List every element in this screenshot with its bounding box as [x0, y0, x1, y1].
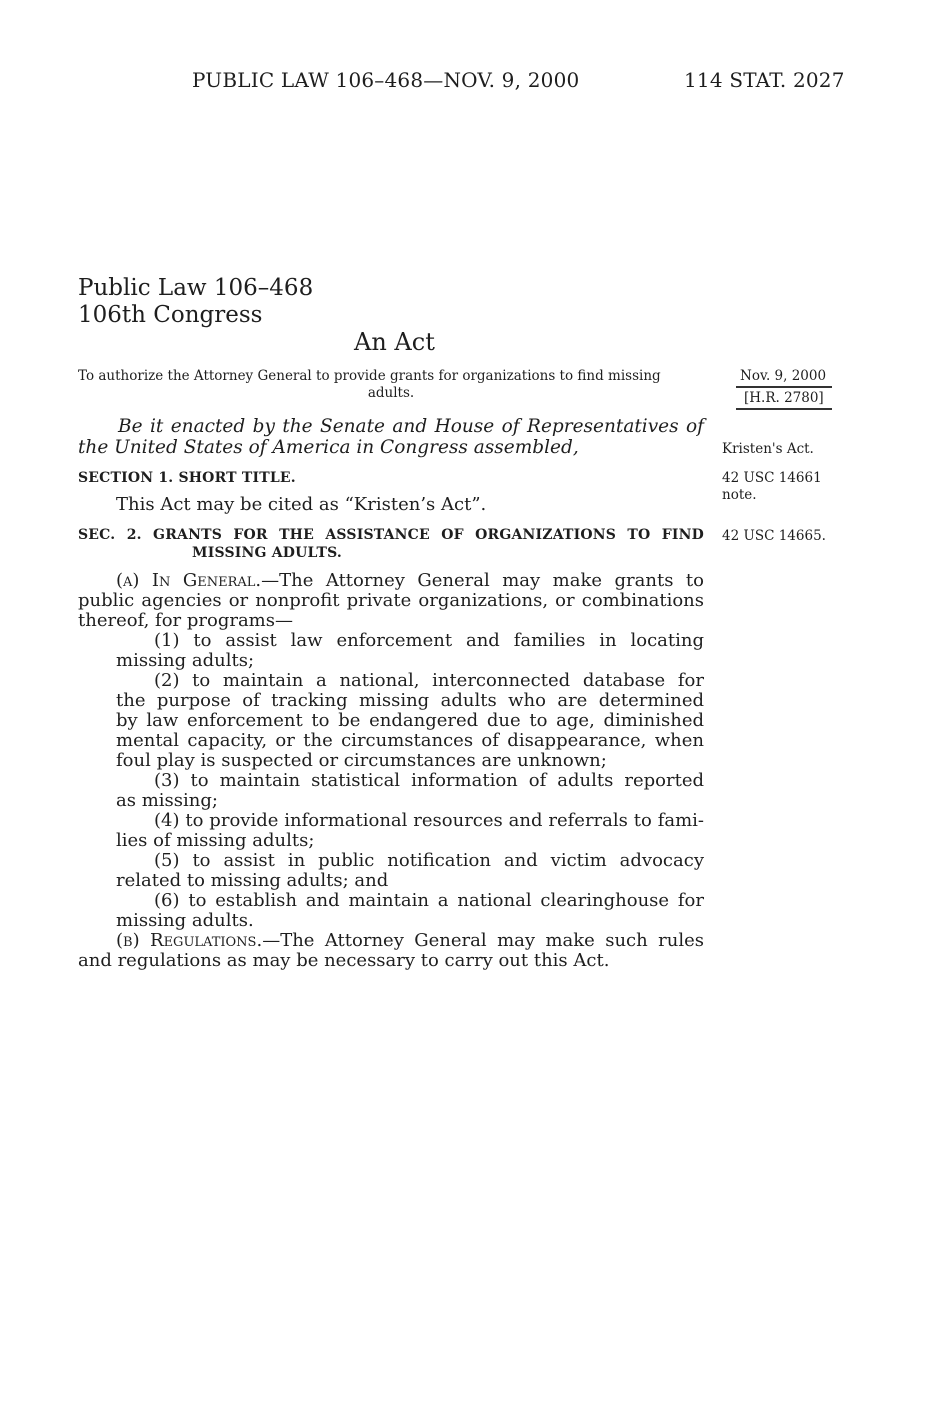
usc-citation-1: 42 USC 14661: [722, 470, 822, 486]
item-line: by law enforcement to be endangered due to age, diminished: [116, 710, 704, 731]
item-line: related to missing adults; and: [116, 870, 389, 891]
item-line: mental capacity, or the circumstances of disappearance, when: [116, 730, 704, 751]
subsection-b-label: (b) Regulations.: [116, 930, 263, 951]
item-line: the purpose of tracking missing adults who are determined: [116, 690, 704, 711]
subsection-b-line-1: (b) Regulations.—The Attorney General may make such rules: [116, 930, 704, 951]
item-1: [78, 631, 704, 671]
subsection-a-label: (a) In General.: [116, 570, 262, 591]
item-line: missing adults;: [116, 650, 255, 671]
section-2-heading: SEC. 2. GRANTS FOR THE ASSISTANCE OF ORGANIZATIONS TO FIND: [78, 527, 704, 543]
item-line: missing adults.: [116, 910, 254, 931]
item-line: (1) to assist law enforcement and families in locating: [154, 630, 704, 651]
congress-number: 106th Congress: [78, 302, 263, 328]
purpose-line-2: adults.: [367, 385, 415, 401]
subsection-b-line-2: and regulations as may be necessary to carry out this Act.: [78, 950, 610, 971]
subsection-a-line-2: public agencies or nonprofit private organizations, or combinations: [78, 590, 704, 611]
an-act-title: An Act: [354, 328, 435, 356]
section-2-heading-cont: MISSING ADULTS.: [192, 545, 342, 561]
enacting-line-2: the United States of America in Congress assembled,: [78, 437, 579, 458]
item-line: as missing;: [116, 790, 218, 811]
item-2: [78, 671, 704, 771]
section-1-heading: SECTION 1. SHORT TITLE.: [78, 470, 296, 486]
bill-rule: [736, 408, 832, 410]
enactment-date: Nov. 9, 2000: [740, 368, 827, 384]
item-4: [78, 811, 704, 851]
public-law-number: Public Law 106–468: [78, 275, 314, 301]
purpose-line-1: To authorize the Attorney General to provide grants for organizations to find missing: [78, 368, 661, 384]
bill-number: [H.R. 2780]: [744, 390, 824, 406]
short-name-note: Kristen's Act.: [722, 441, 814, 457]
subsection-b: [78, 931, 704, 971]
enacting-line-1: Be it enacted by the Senate and House of Representatives of: [118, 416, 704, 437]
section-1-text: This Act may be cited as “Kristen’s Act”.: [116, 494, 487, 515]
subsection-a-line-1: (a) In General.—The Attorney General may make grants to: [116, 570, 704, 591]
running-head-left: PUBLIC LAW 106–468—NOV. 9, 2000: [192, 68, 580, 92]
usc-citation-1-note: note.: [722, 487, 757, 503]
subsection-a: [78, 571, 704, 631]
item-5: [78, 851, 704, 891]
item-line: (2) to maintain a national, interconnected database for: [154, 670, 704, 691]
item-line: lies of missing adults;: [116, 830, 315, 851]
item-line: (5) to assist in public notification and victim advocacy: [154, 850, 704, 871]
item-3: [78, 771, 704, 811]
usc-citation-2: 42 USC 14665.: [722, 528, 826, 544]
enacting-clause: [78, 416, 704, 458]
date-rule: [736, 386, 832, 388]
item-line: (4) to provide informational resources and referrals to fami-: [154, 810, 704, 831]
running-head-right: 114 STAT. 2027: [684, 68, 845, 92]
item-line: (3) to maintain statistical information of adults reported: [154, 770, 704, 791]
item-line: foul play is suspected or circumstances are unknown;: [116, 750, 607, 771]
subsection-a-line-3: thereof, for programs—: [78, 610, 293, 631]
act-purpose: [78, 368, 704, 402]
item-line: (6) to establish and maintain a national clearinghouse for: [154, 890, 704, 911]
item-6: [78, 891, 704, 931]
